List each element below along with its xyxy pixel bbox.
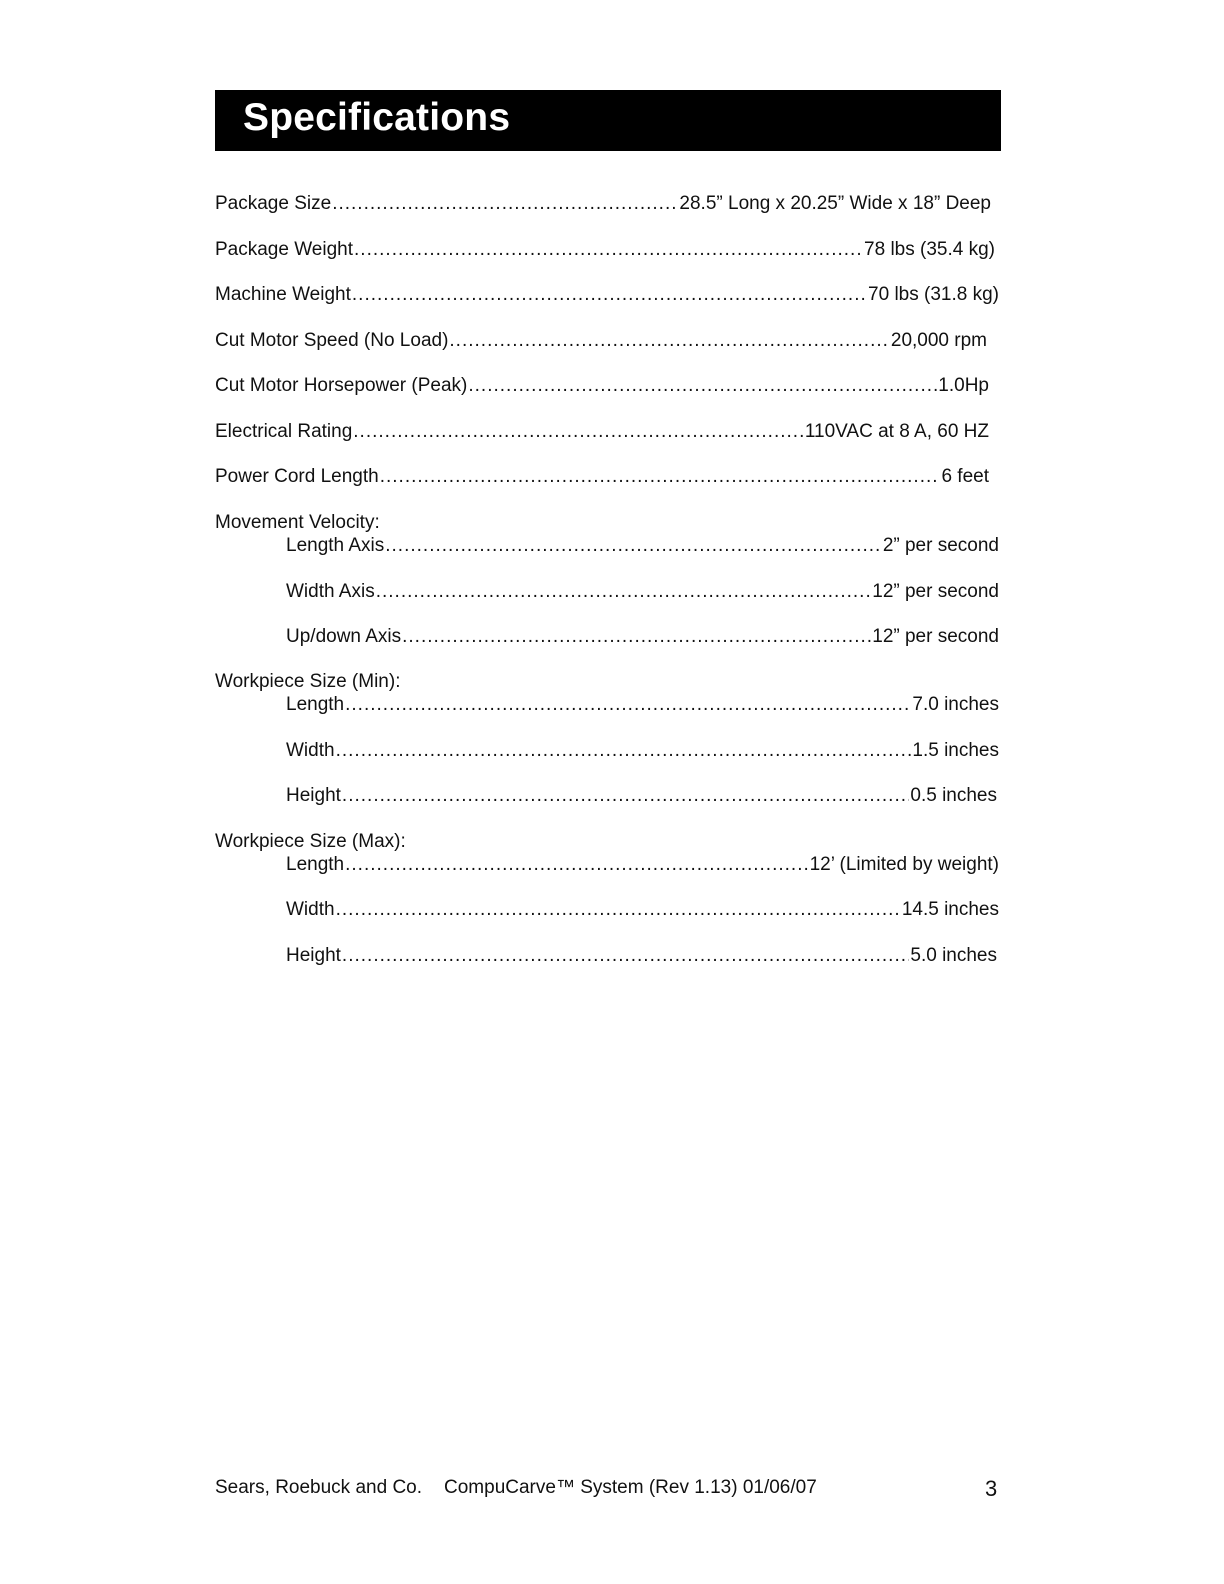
spec-label: Length <box>286 854 345 875</box>
footer-company: Sears, Roebuck and Co. <box>215 1477 423 1498</box>
spec-value: 7.0 inches <box>912 694 999 715</box>
dot-leader <box>376 580 872 604</box>
spec-value: 12” per second <box>872 626 999 647</box>
spec-value: 2” per second <box>882 535 999 556</box>
spec-row-electrical-rating <box>215 420 989 444</box>
dot-leader <box>353 420 804 444</box>
spec-label: Length Axis <box>286 535 385 556</box>
spec-row-length-axis <box>286 534 999 558</box>
spec-value: 6 feet <box>941 466 989 487</box>
spec-value: 14.5 inches <box>901 899 999 920</box>
spec-label: Electrical Rating <box>215 421 353 442</box>
spec-label: Package Size <box>215 193 332 214</box>
dot-leader <box>342 784 909 808</box>
spec-value: 110VAC at 8 A, 60 HZ <box>804 421 989 442</box>
spec-row-machine-weight <box>215 283 999 307</box>
spec-label: Height <box>286 945 341 966</box>
dot-leader <box>468 374 937 398</box>
dot-leader <box>332 192 678 216</box>
dot-leader <box>449 329 889 353</box>
dot-leader <box>385 534 882 558</box>
spec-label: Width <box>286 899 335 920</box>
dot-leader <box>345 693 911 717</box>
spec-label: Package Weight <box>215 239 354 260</box>
spec-value: 70 lbs (31.8 kg) <box>868 284 999 305</box>
spec-value: 78 lbs (35.4 kg) <box>864 239 995 260</box>
spec-row-package-weight <box>215 238 995 262</box>
spec-row-package-size <box>215 192 991 216</box>
spec-row-max-length <box>286 853 999 877</box>
spec-value: 28.5” Long x 20.25” Wide x 18” Deep <box>679 193 991 214</box>
spec-row-power-cord-length <box>215 465 989 489</box>
dot-leader <box>342 944 909 968</box>
spec-row-updown-axis <box>286 625 999 649</box>
dot-leader <box>345 853 808 877</box>
spec-label: Power Cord Length <box>215 466 379 487</box>
spec-value: 20,000 rpm <box>890 330 987 351</box>
spec-label: Length <box>286 694 345 715</box>
section-header <box>215 90 1001 151</box>
spec-value: 5.0 inches <box>910 945 997 966</box>
movement-velocity-heading: Movement Velocity: <box>215 512 380 533</box>
dot-leader <box>354 238 863 262</box>
dot-leader <box>352 283 867 307</box>
dot-leader <box>336 739 912 763</box>
dot-leader <box>380 465 941 489</box>
spec-row-width-axis <box>286 580 999 604</box>
workpiece-min-heading: Workpiece Size (Min): <box>215 671 401 692</box>
workpiece-max-heading: Workpiece Size (Max): <box>215 831 406 852</box>
spec-value: 1.0Hp <box>938 375 989 396</box>
spec-value: 12’ (Limited by weight) <box>809 854 999 875</box>
spec-row-cut-motor-speed <box>215 329 987 353</box>
spec-value: 0.5 inches <box>910 785 997 806</box>
spec-row-min-length <box>286 693 999 717</box>
spec-label: Height <box>286 785 341 806</box>
footer-product-revision: CompuCarve™ System (Rev 1.13) 01/06/07 <box>444 1477 817 1498</box>
spec-row-max-height <box>286 944 997 968</box>
spec-value: 12” per second <box>872 581 999 602</box>
spec-row-max-width <box>286 898 999 922</box>
dot-leader <box>336 898 901 922</box>
spec-value: 1.5 inches <box>912 740 999 761</box>
spec-label: Width <box>286 740 335 761</box>
footer <box>215 1476 817 1500</box>
spec-row-min-width <box>286 739 999 763</box>
spec-label: Cut Motor Speed (No Load) <box>215 330 449 351</box>
page-number: 3 <box>985 1476 998 1501</box>
spec-row-cut-motor-horsepower <box>215 374 989 398</box>
spec-label: Cut Motor Horsepower (Peak) <box>215 375 468 396</box>
spec-row-min-height <box>286 784 997 808</box>
spec-label: Up/down Axis <box>286 626 402 647</box>
spec-label: Width Axis <box>286 581 375 602</box>
dot-leader <box>402 625 871 649</box>
page-title: Specifications <box>243 96 511 139</box>
spec-label: Machine Weight <box>215 284 351 305</box>
